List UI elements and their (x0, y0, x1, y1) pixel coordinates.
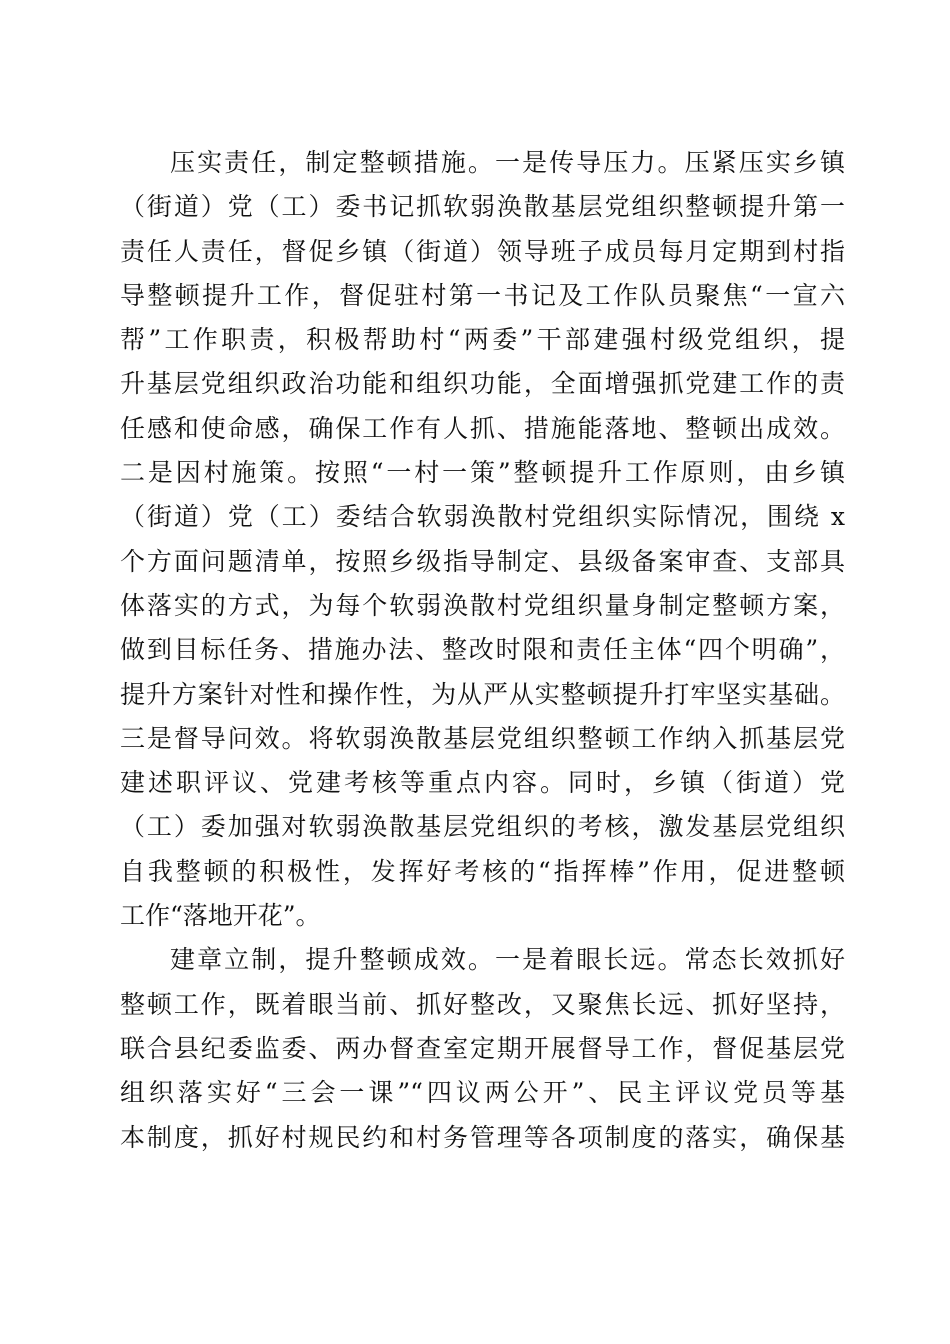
text-line: 本制度，抓好村规民约和村务管理等各项制度的落实，确保基 (120, 1122, 845, 1152)
text-line: 三是督导问效。将软弱涣散基层党组织整顿工作纳入抓基层党 (120, 723, 845, 753)
text-line: 建章立制，提升整顿成效。一是着眼长远。常态长效抓好 (170, 945, 845, 975)
text-line: 自我整顿的积极性，发挥好考核的“指挥棒”作用，促进整顿 (120, 856, 845, 886)
text-line: 整顿工作，既着眼当前、抓好整改，又聚焦长远、抓好坚持， (120, 989, 845, 1019)
text-line: 工作“落地开花”。 (120, 901, 321, 931)
text-line: 导整顿提升工作，督促驻村第一书记及工作队员聚焦“一宣六 (120, 280, 845, 310)
text-line: 做到目标任务、措施办法、整改时限和责任主体“四个明确”， (120, 635, 845, 665)
text-line: （街道）党（工）委结合软弱涣散村党组织实际情况，围绕 x (120, 502, 845, 532)
text-line: 联合县纪委监委、两办督查室定期开展督导工作，督促基层党 (120, 1033, 845, 1063)
text-line: （街道）党（工）委书记抓软弱涣散基层党组织整顿提升第一 (120, 192, 845, 222)
text-line: 帮”工作职责，积极帮助村“两委”干部建强村级党组织，提 (120, 325, 845, 355)
paragraph-2 (120, 938, 845, 1159)
text-line: 二是因村施策。按照“一村一策”整顿提升工作原则，由乡镇 (120, 458, 845, 488)
text-line: 压实责任，制定整顿措施。一是传导压力。压紧压实乡镇 (170, 148, 845, 177)
paragraph-1 (120, 141, 845, 938)
text-line: 责任人责任，督促乡镇（街道）领导班子成员每月定期到村指 (120, 236, 845, 266)
text-line: 提升方案针对性和操作性，为从严从实整顿提升打牢坚实基础。 (120, 679, 845, 709)
body-text (120, 141, 845, 1160)
text-line: 个方面问题清单，按照乡级指导制定、县级备案审查、支部具 (120, 546, 845, 576)
text-line: 升基层党组织政治功能和组织功能，全面增强抓党建工作的责 (120, 369, 845, 399)
text-line: 建述职评议、党建考核等重点内容。同时，乡镇（街道）党 (120, 768, 845, 798)
text-line: 组织落实好“三会一课”“四议两公开”、民主评议党员等基 (120, 1078, 845, 1108)
text-line: 体落实的方式，为每个软弱涣散村党组织量身制定整顿方案， (120, 590, 845, 620)
text-line: （工）委加强对软弱涣散基层党组织的考核，激发基层党组织 (120, 812, 845, 842)
text-line: 任感和使命感，确保工作有人抓、措施能落地、整顿出成效。 (120, 413, 845, 443)
